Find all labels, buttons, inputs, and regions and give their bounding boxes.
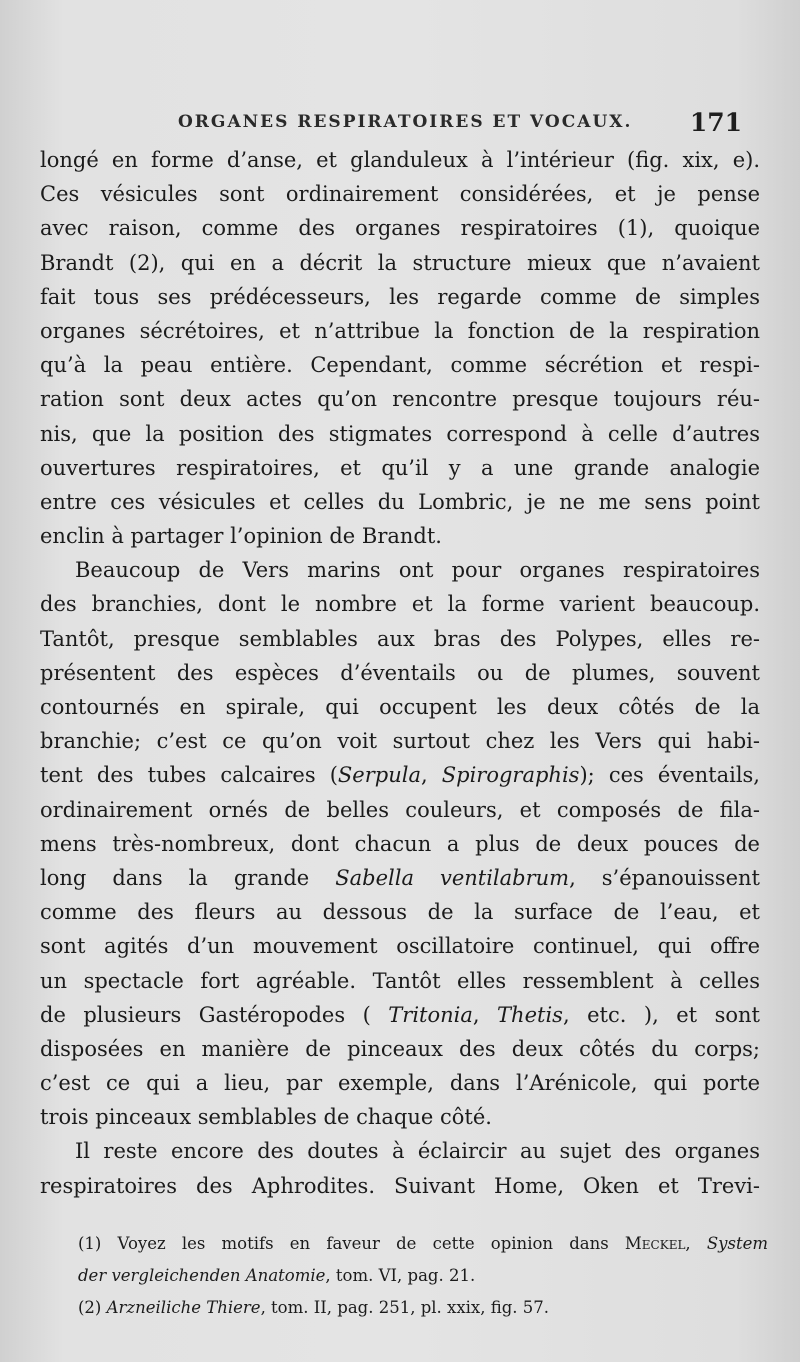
text-line: organes sécrétoires, et n’attribue la fonction de la respiration [40, 318, 760, 343]
paragraph-1 [40, 143, 760, 553]
text-segment: (1) Voyez les motifs en faveur de cette opinion dans [78, 1234, 625, 1253]
text-segment: long dans la grande [40, 865, 336, 890]
text-line: nis, que la position des stigmates correspond à celle d’autres [40, 421, 760, 446]
italic-title: Arzneiliche Thiere [106, 1298, 261, 1317]
text-line: mens très-nombreux, dont chacun a plus de deux pouces de [40, 831, 760, 856]
text-segment: ); ces éventails, [579, 763, 760, 788]
italic-title: der vergleichenden Anatomie [78, 1266, 326, 1285]
italic-term: Spirographis [441, 763, 580, 788]
text-segment: , [472, 1002, 498, 1027]
text-line: entre ces vésicules et celles du Lombric, je ne me sens point [40, 489, 760, 514]
text-line: un spectacle fort agréable. Tantôt elles ressemblent à celles [40, 968, 760, 993]
text-line: Brandt (2), qui en a décrit la structure mieux que n’avaient [40, 250, 760, 275]
text-line: ouvertures respiratoires, et qu’il y a une grande analogie [40, 455, 760, 480]
text-line: Beaucoup de Vers marins ont pour organes respiratoires [75, 558, 760, 583]
text-line: ordinairement ornés de belles couleurs, et composés de fila- [40, 797, 760, 822]
text-line: fait tous ses prédécesseurs, les regarde comme de simples [40, 284, 760, 309]
paragraph-3 [40, 1134, 760, 1202]
page-header [170, 110, 750, 140]
text-line: Il reste encore des doutes à éclaircir au sujet des organes [75, 1139, 760, 1164]
footnote-2 [78, 1292, 768, 1324]
italic-title: System [706, 1234, 768, 1253]
text-segment: , tom. VI, pag. 21. [325, 1266, 476, 1285]
text-line: sont agités d’un mouvement oscillatoire continuel, qui offre [40, 934, 760, 959]
text-segment: tent des tubes calcaires ( [40, 763, 338, 788]
text-line [40, 998, 760, 1032]
text-line: trois pinceaux semblables de chaque côté. [40, 1105, 492, 1130]
author-name: Meckel [624, 1234, 686, 1253]
main-text [40, 143, 760, 1203]
running-head: ORGANES RESPIRATOIRES ET VOCAUX. [178, 112, 633, 132]
text-line: longé en forme d’anse, et glanduleux à l’intérieur (fig. xix, e). [40, 148, 760, 172]
text-segment: , [685, 1234, 707, 1253]
italic-term: Thetis [497, 1002, 563, 1027]
text-line [40, 861, 760, 895]
paragraph-2 [40, 553, 760, 1134]
text-line: qu’à la peau entière. Cependant, comme sécrétion et respi- [40, 353, 760, 378]
text-segment: (2) [78, 1298, 107, 1317]
footnote-1-continued [78, 1260, 768, 1292]
text-segment: , tom. II, pag. 251, pl. xxix, fig. 57. [260, 1298, 550, 1317]
text-segment: , s’épanouissent [569, 865, 760, 890]
text-line: Tantôt, presque semblables aux bras des Polypes, elles re- [40, 626, 760, 651]
text-line: des branchies, dont le nombre et la forme varient beaucoup. [40, 592, 760, 617]
text-segment: , etc. ), et sont [562, 1002, 760, 1027]
text-segment: , [420, 763, 442, 788]
text-line: avec raison, comme des organes respiratoires (1), quoique [40, 216, 760, 241]
text-line: comme des fleurs au dessous de la surface de l’eau, et [40, 900, 760, 925]
text-line: enclin à partager l’opinion de Brandt. [40, 524, 442, 549]
text-line: contournés en spirale, qui occupent les deux côtés de la [40, 695, 760, 719]
text-line: branchie; c’est ce qu’on voit surtout chez les Vers qui habi- [40, 729, 760, 754]
text-line: c’est ce qui a lieu, par exemple, dans l’Arénicole, qui porte [40, 1071, 760, 1096]
text-line: Ces vésicules sont ordinairement considérées, et je pense [40, 182, 760, 207]
footnotes [78, 1228, 768, 1324]
text-segment: de plusieurs Gastéropodes ( [40, 1002, 389, 1027]
page-number: 171 [689, 108, 742, 137]
text-line: présentent des espèces d’éventails ou de plumes, souvent [40, 660, 760, 685]
text-line [40, 758, 760, 792]
footnote-1 [78, 1228, 768, 1260]
italic-term: Sabella ventilabrum [335, 865, 570, 890]
text-line: respiratoires des Aphrodites. Suivant Home, Oken et Trevi- [40, 1173, 760, 1198]
italic-term: Tritonia [388, 1002, 473, 1027]
text-line: disposées en manière de pinceaux des deux côtés du corps; [40, 1036, 760, 1061]
text-line: ration sont deux actes qu’on rencontre presque toujours réu- [40, 387, 760, 412]
italic-term: Serpula [337, 763, 421, 788]
